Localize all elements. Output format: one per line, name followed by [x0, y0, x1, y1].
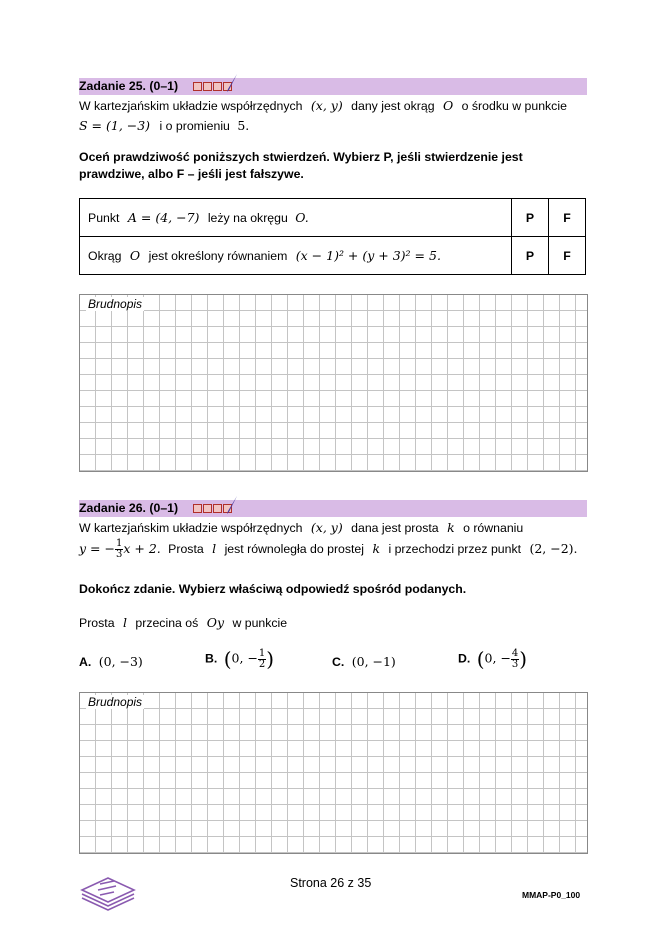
scratch-label: Brudnopis — [88, 297, 143, 311]
answer-f-cell[interactable]: F — [549, 237, 586, 275]
fraction: $\frac{4}{3}$ — [511, 647, 519, 670]
option-c[interactable]: C. (0, −1) — [332, 654, 396, 669]
true-false-table — [79, 198, 586, 275]
option-a[interactable]: A. (0, −3) — [79, 654, 143, 669]
answer-p-cell[interactable]: P — [512, 199, 549, 237]
pen-icon — [225, 73, 239, 93]
statement-row — [80, 237, 586, 275]
answer-f-cell[interactable]: F — [549, 199, 586, 237]
cke-logo-icon — [78, 868, 138, 912]
option-d[interactable]: D. (0, − $\frac{4}{3}$ ) — [458, 647, 528, 671]
task25-header-bar — [79, 78, 587, 95]
task25-instruction-line1: Oceń prawdziwość poniższych stwierdzeń. Wybierz P, jeśli stwierdzenie jest — [79, 150, 523, 164]
scratch-label: Brudnopis — [88, 695, 143, 709]
task25-line2: S = (1, −3) i o promieniu 5. — [79, 118, 250, 133]
task26-stem: Prosta l przecina oś Oy w punkcie — [79, 615, 288, 630]
task25-scratch-grid[interactable] — [79, 294, 588, 472]
exam-code: MMAP-P0_100 — [522, 890, 581, 900]
option-b[interactable]: B. (0, − $\frac{1}{2}$ ) — [205, 647, 275, 671]
task25-line1: W kartezjańskim układzie współrzędnych (x, y) dany jest okrąg O o środku w punkcie — [79, 98, 567, 113]
answer-p-cell[interactable]: P — [512, 237, 549, 275]
task25-title: Zadanie 25. (0–1) — [79, 79, 179, 93]
task26-instruction: Dokończ zdanie. Wybierz właściwą odpowiedź spośród podanych. — [79, 582, 467, 596]
task26-line1: W kartezjańskim układzie współrzędnych (x, y) dana jest prosta k o równaniu — [79, 520, 524, 535]
statement-text: Punkt A = (4, −7) leży na okręgu O. — [80, 199, 512, 237]
statement-text: Okrąg O jest określony równaniem (x − 1)² + (y + 3)² = 5. — [80, 237, 512, 275]
statement-row — [80, 199, 586, 237]
task26-title: Zadanie 26. (0–1) — [79, 501, 179, 515]
fraction: $\frac{1}{2}$ — [258, 647, 266, 670]
fraction: $\frac{1}{3}$ — [115, 538, 123, 560]
task26-line2: y = − $\frac{1}{3}$ x + 2. Prosta l jest równoległa do prostej k i przechodzi przez punkt (2, −2). — [79, 538, 578, 560]
page-number: Strona 26 z 35 — [290, 876, 372, 890]
task26-scratch-grid[interactable] — [79, 692, 588, 854]
task26-header-bar — [79, 500, 587, 517]
task25-instruction-line2: prawdziwe, albo F – jeśli jest fałszywe. — [79, 167, 304, 181]
pen-icon — [225, 495, 239, 515]
